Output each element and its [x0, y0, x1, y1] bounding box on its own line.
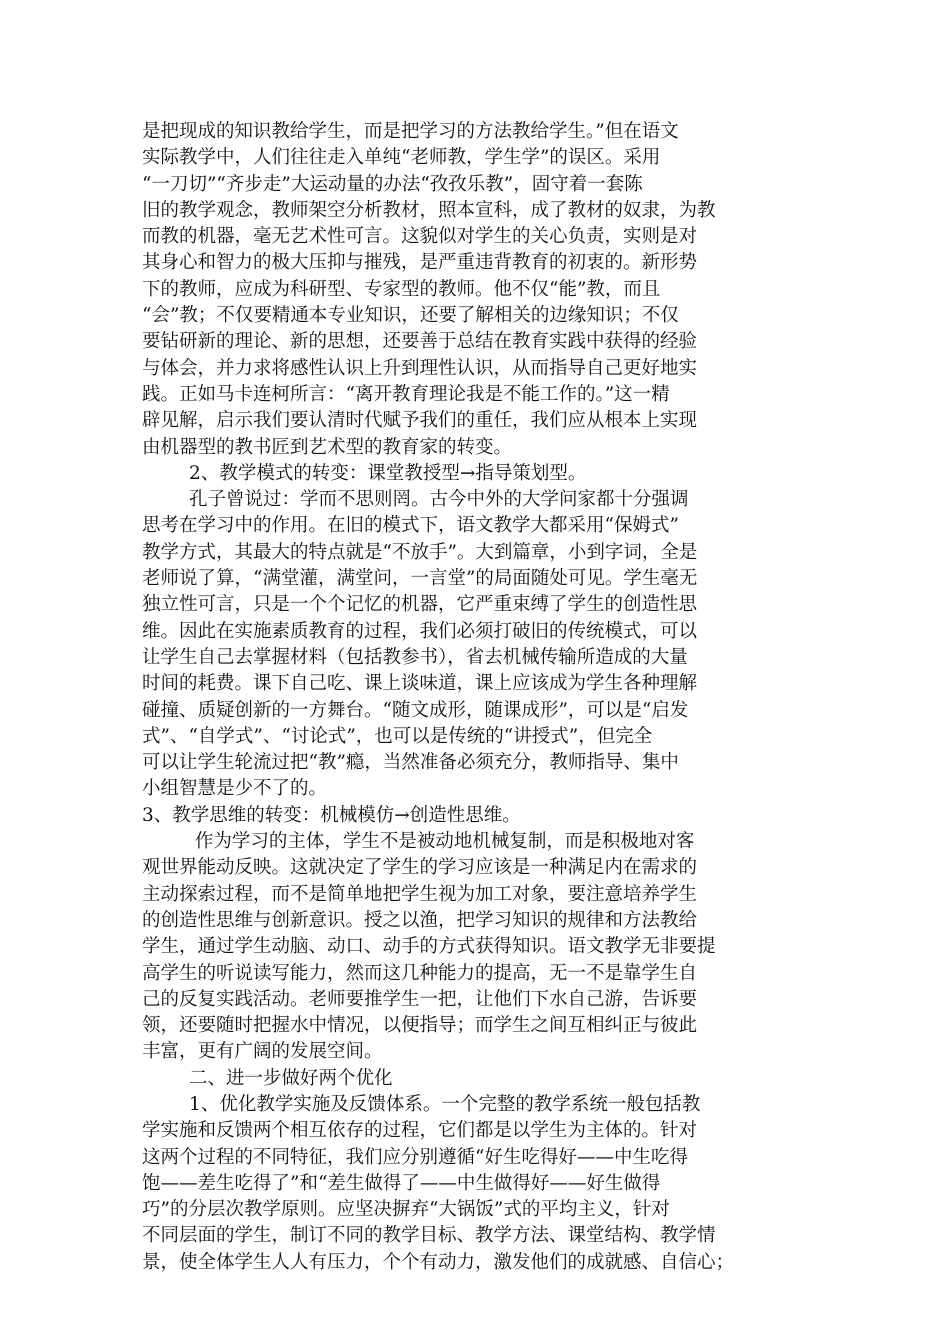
- text-line: 而教的机器，毫无艺术性可言。这貌似对学生的关心负责，实则是对: [142, 226, 698, 248]
- section-heading: 2、教学模式的转变：课堂教授型→指导策划型。: [142, 462, 587, 484]
- text-line: 独立性可言，只是一个个记忆的机器，它严重束缚了学生的创造性思: [142, 594, 698, 616]
- text-line: 1、优化教学实施及反馈体系。一个完整的教学系统一般包括教: [142, 1093, 701, 1115]
- text-line: 学生，通过学生动脑、动口、动手的方式获得知识。语文教学无非要提: [142, 936, 716, 958]
- text-line: 己的反复实践活动。老师要推学生一把，让他们下水自己游，告诉要: [142, 988, 698, 1010]
- text-line: 下的教师，应成为科研型、专家型的教师。他不仅“能”教，而且: [142, 278, 661, 300]
- text-line: 景，使全体学生人人有压力，个个有动力，激发他们的成就感、自信心；: [142, 1251, 735, 1273]
- text-line: 让学生自己去掌握材料（包括教参书），省去机械传输所造成的大量: [142, 646, 688, 668]
- text-line: 思考在学习中的作用。在旧的模式下，语文教学大都采用“保姆式”: [142, 515, 679, 537]
- text-line: 孔子曾说过：学而不思则罔。古今中外的大学问家都十分强调: [142, 489, 689, 511]
- text-line: 式”、“自学式”、“讨论式”，也可以是传统的“讲授式”，但完全: [142, 725, 653, 747]
- text-line: 践。正如马卡连柯所言：“离开教育理论我是不能工作的。”这一精: [142, 383, 670, 405]
- text-line: 旧的教学观念，教师架空分析教材，照本宣科，成了教材的奴隶，为教: [142, 199, 716, 221]
- text-line: 丰富，更有广阔的发展空间。: [142, 1041, 383, 1063]
- document-body: [142, 119, 812, 1276]
- text-line: 要钻研新的理论、新的思想，还要善于总结在教育实践中获得的经验: [142, 331, 698, 353]
- text-line: 领，还要随时把握水中情况，以便指导；而学生之间互相纠正与彼此: [142, 1015, 698, 1037]
- section-heading: 二、进一步做好两个优化: [142, 1067, 393, 1089]
- text-line: 是把现成的知识教给学生，而是把学习的方法教给学生。”但在语文: [142, 121, 679, 142]
- text-line: 维。因此在实施素质教育的过程，我们必须打破旧的传统模式，可以: [142, 620, 698, 642]
- text-line: 高学生的听说读写能力，然而这几种能力的提高，无一不是靠学生自: [142, 962, 698, 984]
- text-line: 饱——差生吃得了”和“差生做得了——中生做得好——好生做得: [142, 1172, 661, 1194]
- text-line: 实际教学中，人们往往走入单纯“老师教，学生学”的误区。采用: [142, 147, 661, 169]
- text-line: 巧”的分层次教学原则。应坚决摒弃“大锅饭”式的平均主义，针对: [142, 1199, 670, 1221]
- text-line: 这两个过程的不同特征，我们应分别遵循“好生吃得好——中生吃得: [142, 1146, 688, 1168]
- text-line: 辟见解，启示我们要认清时代赋予我们的重任，我们应从根本上实现: [142, 410, 698, 432]
- text-line: 不同层面的学生，制订不同的教学目标、教学方法、课堂结构、教学情: [142, 1225, 716, 1247]
- text-line: 作为学习的主体，学生不是被动地机械复制，而是积极地对客: [142, 831, 695, 853]
- text-line: 其身心和智力的极大压抑与摧残，是严重违背教育的初衷的。新形势: [142, 252, 698, 274]
- text-line: 老师说了算，“满堂灌，满堂问，一言堂”的局面随处可见。学生毫无: [142, 568, 698, 590]
- text-line: 时间的耗费。课下自己吃、课上谈味道，课上应该成为学生各种理解: [142, 673, 698, 695]
- text-line: 小组智慧是少不了的。: [142, 778, 328, 800]
- text-line: 学实施和反馈两个相互依存的过程，它们都是以学生为主体的。针对: [142, 1120, 698, 1142]
- text-line: 主动探索过程，而不是简单地把学生视为加工对象，要注意培养学生: [142, 883, 698, 905]
- text-line: 观世界能动反映。这就决定了学生的学习应该是一种满足内在需求的: [142, 857, 698, 879]
- text-line: “会”教；不仅要精通本专业知识，还要了解相关的边缘知识；不仅: [142, 305, 679, 327]
- text-line: 的创造性思维与创新意识。授之以渔，把学习知识的规律和方法教给: [142, 909, 698, 931]
- text-line: “一刀切”“齐步走”大运动量的办法“孜孜乐教”，固守着一套陈: [142, 173, 643, 195]
- text-line: 由机器型的教书匠到艺术型的教育家的转变。: [142, 436, 513, 458]
- text-line: 碰撞、质疑创新的一方舞台。“随文成形，随课成形”，可以是“启发: [142, 699, 689, 721]
- text-line: 教学方式，其最大的特点就是“不放手”。大到篇章，小到字词，全是: [142, 541, 698, 563]
- text-line: 与体会，并力求将感性认识上升到理性认识，从而指导自己更好地实: [142, 357, 698, 379]
- section-heading: 3、教学思维的转变：机械模仿→创造性思维。: [142, 804, 521, 826]
- text-line: 可以让学生轮流过把“教”瘾，当然准备必须充分，教师指导、集中: [142, 752, 679, 774]
